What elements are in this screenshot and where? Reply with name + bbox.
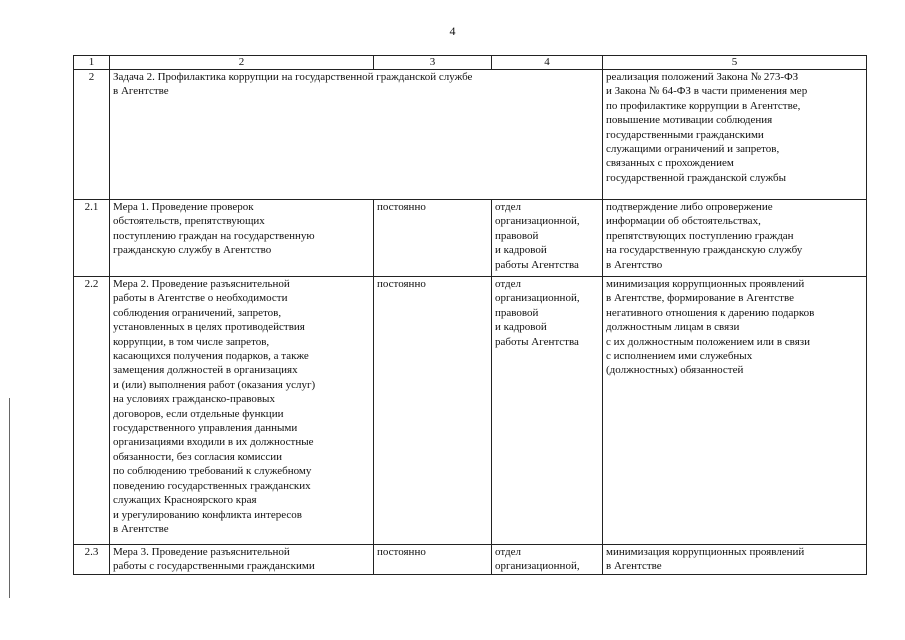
column-number-4: 4 [492, 56, 603, 70]
table-row [74, 200, 867, 277]
row-measure: Мера 1. Проведение проверок обстоятельств, препятствующих поступлению граждан на государственную гражданскую службу в Агентство [110, 200, 374, 277]
row-term: постоянно [374, 200, 492, 277]
row-executor: отдел организационной, правовой и кадровой работы Агентства [492, 200, 603, 277]
task-row [74, 70, 867, 200]
row-term: постоянно [374, 277, 492, 545]
row-measure: Мера 2. Проведение разъяснительной работы в Агентстве о необходимости соблюдения ограничений, запретов, установленных в целях противодействия коррупции, в том числе запретов, касающихся получения подарков, а также замещения должностей в организациях и (или) выполнения работ (оказания услуг) на условиях гражданско-правовых договоров, если отдельные функции государственного управления данными организациями входили в их должностные обязанности, без согласия комиссии по соблюдению требований к служебному поведению государственных гражданских служащих Красноярского края и урегулированию конфликта интересов в Агентстве [110, 277, 374, 545]
row-measure: Мера 3. Проведение разъяснительной работы с государственными гражданскими [110, 545, 374, 575]
row-result: подтверждение либо опровержение информации об обстоятельствах, препятствующих поступлению граждан на государственную гражданскую службу в Агентство [603, 200, 867, 277]
row-executor: отдел организационной, правовой и кадровой работы Агентства [492, 277, 603, 545]
task-result: реализация положений Закона № 273-ФЗ и Закона № 64-ФЗ в части применения мер по профилактике коррупции в Агентстве, повышение мотивации соблюдения государственными гражданскими служащими ограничений и запретов, связанных с прохождением государственной гражданской службы [603, 70, 867, 200]
column-number-3: 3 [374, 56, 492, 70]
task-number: 2 [74, 70, 110, 200]
measures-table [73, 55, 867, 575]
task-title: Задача 2. Профилактика коррупции на государственной гражданской службе в Агентстве [110, 70, 603, 200]
row-term: постоянно [374, 545, 492, 575]
table-row [74, 545, 867, 575]
page-number: 4 [449, 24, 456, 38]
table-header-row [74, 56, 867, 70]
row-result: минимизация коррупционных проявлений в Агентстве, формирование в Агентстве негативного отношения к дарению подарков должностным лицам в связи с их должностным положением или в связи с исполнением ими служебных (должностных) обязанностей [603, 277, 867, 545]
column-number-2: 2 [110, 56, 374, 70]
scan-edge-line [9, 398, 10, 598]
column-number-5: 5 [603, 56, 867, 70]
row-number: 2.3 [74, 545, 110, 575]
row-number: 2.1 [74, 200, 110, 277]
row-number: 2.2 [74, 277, 110, 545]
table-row [74, 277, 867, 545]
row-result: минимизация коррупционных проявлений в Агентстве [603, 545, 867, 575]
row-executor: отдел организационной, [492, 545, 603, 575]
column-number-1: 1 [74, 56, 110, 70]
